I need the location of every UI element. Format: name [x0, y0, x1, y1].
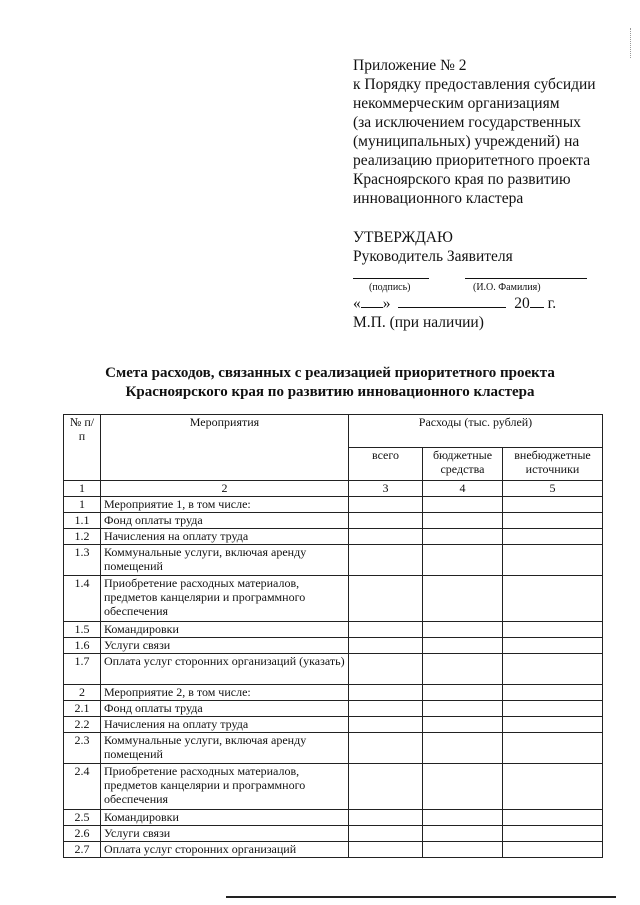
row-total-cell[interactable]: [349, 701, 423, 717]
row-extra-budget-cell[interactable]: [503, 764, 603, 810]
row-total-cell[interactable]: [349, 810, 423, 826]
row-number: 1.3: [64, 545, 101, 576]
appendix-line: некоммерческим организациям: [353, 95, 560, 112]
row-activity: Мероприятие 1, в том числе:: [101, 497, 349, 513]
row-budget-cell[interactable]: [423, 529, 503, 545]
row-number: 2.2: [64, 717, 101, 733]
column-number: 2: [101, 481, 349, 497]
row-activity: Приобретение расходных материалов, предметов канцелярии и программного обеспечения: [101, 764, 349, 810]
row-number: 1: [64, 497, 101, 513]
row-activity: Услуги связи: [101, 638, 349, 654]
table-row: [64, 701, 603, 717]
row-activity: Фонд оплаты труда: [101, 701, 349, 717]
row-budget-cell[interactable]: [423, 701, 503, 717]
row-number: 1.5: [64, 622, 101, 638]
row-budget-cell[interactable]: [423, 826, 503, 842]
table-row: [64, 717, 603, 733]
row-extra-budget-cell[interactable]: [503, 622, 603, 638]
approval-block: [353, 228, 623, 266]
row-total-cell[interactable]: [349, 513, 423, 529]
title-line-2: Красноярского края по развитию инновационного кластера: [125, 384, 535, 400]
row-total-cell[interactable]: [349, 622, 423, 638]
row-activity: Приобретение расходных материалов, предметов канцелярии и программного обеспечения: [101, 576, 349, 622]
extra-budget-header: внебюджетные источники: [503, 448, 603, 481]
row-activity: Оплата услуг сторонних организаций: [101, 842, 349, 858]
appendix-line: инновационного кластера: [353, 190, 524, 207]
date-open-quote: «: [353, 295, 361, 312]
row-total-cell[interactable]: [349, 842, 423, 858]
row-budget-cell[interactable]: [423, 576, 503, 622]
signature-line: [353, 278, 429, 279]
row-extra-budget-cell[interactable]: [503, 842, 603, 858]
appendix-line: Красноярского края по развитию: [353, 171, 571, 188]
row-budget-cell[interactable]: [423, 654, 503, 685]
month-blank: [398, 295, 506, 308]
name-caption: (И.О. Фамилия): [473, 282, 541, 293]
row-total-cell[interactable]: [349, 545, 423, 576]
column-number: 4: [423, 481, 503, 497]
column-number: 3: [349, 481, 423, 497]
table-row: [64, 497, 603, 513]
row-activity: Фонд оплаты труда: [101, 513, 349, 529]
table-row: [64, 545, 603, 576]
title-line-1: Смета расходов, связанных с реализацией приоритетного проекта: [105, 365, 555, 381]
row-activity: Командировки: [101, 810, 349, 826]
row-activity: Услуги связи: [101, 826, 349, 842]
table-row: [64, 638, 603, 654]
table-row: [64, 733, 603, 764]
row-total-cell[interactable]: [349, 685, 423, 701]
table-row: [64, 513, 603, 529]
name-line: [465, 278, 587, 279]
row-number: 1.2: [64, 529, 101, 545]
num-header: № п/п: [64, 415, 101, 481]
table-row: [64, 576, 603, 622]
row-budget-cell[interactable]: [423, 513, 503, 529]
row-total-cell[interactable]: [349, 576, 423, 622]
row-budget-cell[interactable]: [423, 717, 503, 733]
table-row: [64, 529, 603, 545]
day-blank: [361, 295, 383, 308]
year-suffix: г.: [547, 295, 557, 312]
appendix-line: (муниципальных) учреждений) на: [353, 133, 580, 150]
row-extra-budget-cell[interactable]: [503, 654, 603, 685]
row-activity: Начисления на оплату труда: [101, 717, 349, 733]
table-row: [64, 810, 603, 826]
appendix-line: (за исключением государственных: [353, 114, 581, 131]
column-number: 1: [64, 481, 101, 497]
table-row: [64, 842, 603, 858]
document-title: [0, 364, 640, 402]
expense-table: [63, 414, 603, 858]
year-prefix: 20: [514, 295, 530, 312]
signature-lines: [353, 272, 593, 294]
row-number: 2.6: [64, 826, 101, 842]
row-extra-budget-cell[interactable]: [503, 733, 603, 764]
expenses-header: Расходы (тыс. рублей): [349, 415, 603, 448]
row-number: 1.1: [64, 513, 101, 529]
row-budget-cell[interactable]: [423, 764, 503, 810]
date-close-quote: »: [382, 295, 391, 312]
row-extra-budget-cell[interactable]: [503, 529, 603, 545]
row-number: 2.3: [64, 733, 101, 764]
scan-bottom-rule: [226, 896, 616, 898]
row-extra-budget-cell[interactable]: [503, 497, 603, 513]
row-activity: Командировки: [101, 622, 349, 638]
table-row: [64, 654, 603, 685]
row-extra-budget-cell[interactable]: [503, 576, 603, 622]
signature-caption: (подпись): [369, 282, 411, 293]
approval-subheading: Руководитель Заявителя: [353, 248, 513, 265]
row-number: 1.7: [64, 654, 101, 685]
row-total-cell[interactable]: [349, 826, 423, 842]
appendix-block: [353, 56, 623, 208]
row-activity: Оплата услуг сторонних организаций (указать): [101, 654, 349, 685]
row-number: 2.4: [64, 764, 101, 810]
column-number-row: [64, 481, 603, 497]
row-budget-cell[interactable]: [423, 638, 503, 654]
row-number: 2.7: [64, 842, 101, 858]
row-extra-budget-cell[interactable]: [503, 638, 603, 654]
row-activity: Коммунальные услуги, включая аренду помещений: [101, 733, 349, 764]
table-row: [64, 764, 603, 810]
row-extra-budget-cell[interactable]: [503, 717, 603, 733]
appendix-line: к Порядку предоставления субсидии: [353, 76, 596, 93]
table-row: [64, 685, 603, 701]
row-activity: Начисления на оплату труда: [101, 529, 349, 545]
table-row: [64, 622, 603, 638]
row-budget-cell[interactable]: [423, 622, 503, 638]
row-extra-budget-cell[interactable]: [503, 685, 603, 701]
row-number: 2.5: [64, 810, 101, 826]
row-budget-cell[interactable]: [423, 733, 503, 764]
row-budget-cell[interactable]: [423, 545, 503, 576]
row-total-cell[interactable]: [349, 717, 423, 733]
row-activity: Мероприятие 2, в том числе:: [101, 685, 349, 701]
budget-header: бюджетные средства: [423, 448, 503, 481]
table-row: [64, 826, 603, 842]
row-extra-budget-cell[interactable]: [503, 810, 603, 826]
row-total-cell[interactable]: [349, 654, 423, 685]
expense-table-body: [64, 415, 603, 858]
approval-heading: УТВЕРЖДАЮ: [353, 229, 453, 246]
row-number: 2: [64, 685, 101, 701]
scan-edge-mark: [630, 28, 635, 58]
activity-header: Мероприятия: [101, 415, 349, 481]
row-number: 1.6: [64, 638, 101, 654]
row-activity: Коммунальные услуги, включая аренду помещений: [101, 545, 349, 576]
row-total-cell[interactable]: [349, 733, 423, 764]
stamp-note: М.П. (при наличии): [353, 314, 484, 331]
header-row: [64, 415, 603, 448]
row-extra-budget-cell[interactable]: [503, 545, 603, 576]
appendix-line: реализацию приоритетного проекта: [353, 152, 591, 169]
row-total-cell[interactable]: [349, 764, 423, 810]
row-budget-cell[interactable]: [423, 810, 503, 826]
row-total-cell[interactable]: [349, 529, 423, 545]
approval-date-row: [353, 294, 556, 313]
row-budget-cell[interactable]: [423, 497, 503, 513]
total-header: всего: [349, 448, 423, 481]
row-number: 1.4: [64, 576, 101, 622]
column-number: 5: [503, 481, 603, 497]
row-extra-budget-cell[interactable]: [503, 513, 603, 529]
row-budget-cell[interactable]: [423, 685, 503, 701]
row-number: 2.1: [64, 701, 101, 717]
row-budget-cell[interactable]: [423, 842, 503, 858]
row-extra-budget-cell[interactable]: [503, 701, 603, 717]
year-blank: [530, 295, 544, 308]
row-total-cell[interactable]: [349, 497, 423, 513]
appendix-line: Приложение № 2: [353, 57, 467, 74]
row-total-cell[interactable]: [349, 638, 423, 654]
row-extra-budget-cell[interactable]: [503, 826, 603, 842]
